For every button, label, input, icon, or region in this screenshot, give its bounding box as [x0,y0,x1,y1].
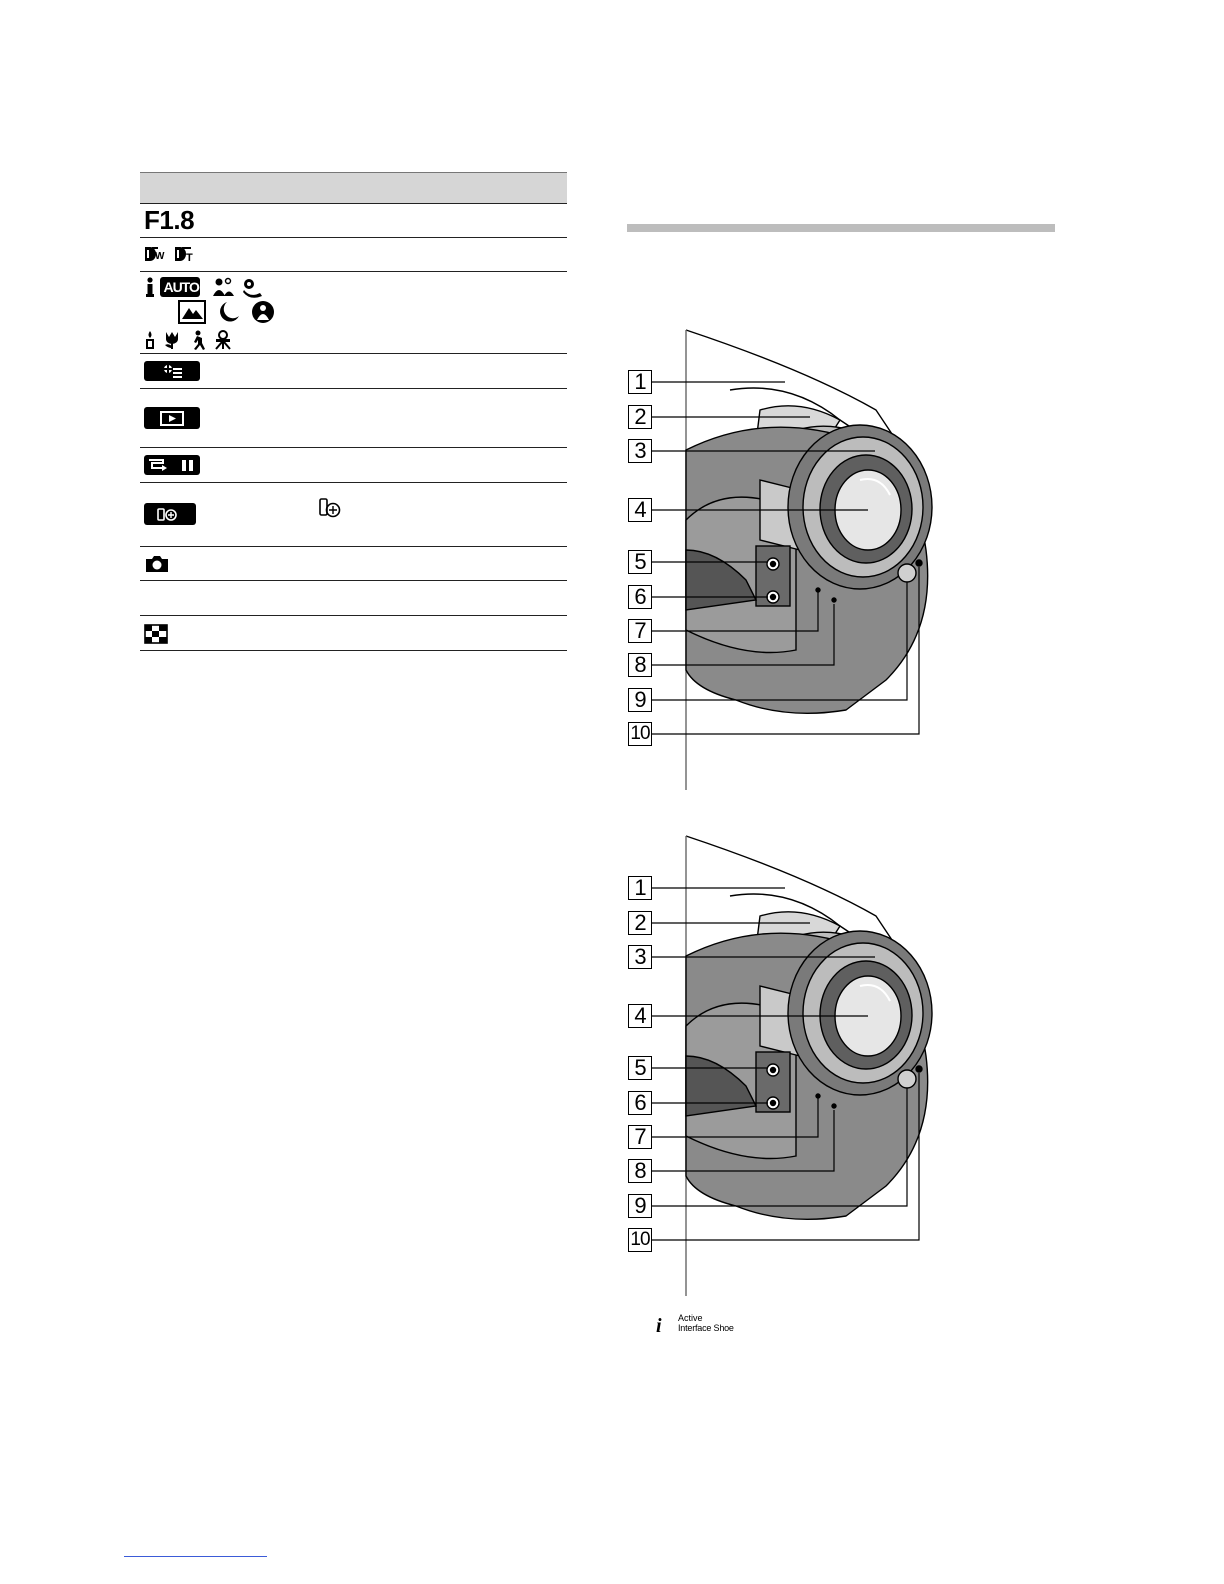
callout-9: 9 [628,688,652,712]
callout-3: 3 [628,439,652,463]
camera-icon [144,554,170,574]
section-heading-bar [627,224,1055,232]
ais-mark-icon: i [656,1315,662,1337]
footer-link-underline [124,1556,267,1557]
record-media-button-icon [144,503,196,525]
spotlight-icon [251,300,275,324]
table-row [140,581,567,616]
svg-text:W: W [155,251,165,262]
digital-zoom-wide-icon [144,245,168,265]
callout-6: 6 [628,1091,652,1115]
night-moon-icon [218,300,240,324]
baby-icon [241,276,265,298]
camcorder-front-illustration [620,826,960,1266]
svg-text:T: T [186,252,194,264]
table-row [140,616,567,651]
callout-1: 1 [628,370,652,394]
walking-person-icon [189,330,207,350]
macro-tulip-icon [162,330,182,350]
table-row [140,272,567,354]
callout-2: 2 [628,911,652,935]
callout-5: 5 [628,550,652,574]
portrait-detect-icon [211,276,237,298]
landscape-icon [178,300,206,324]
callout-7: 7 [628,1125,652,1149]
logo-line-1: Active [678,1313,703,1323]
record-media-icon [317,497,343,521]
callout-10: 10 [628,1228,652,1252]
callout-2: 2 [628,405,652,429]
callout-1: 1 [628,876,652,900]
callout-10: 10 [628,722,652,746]
view-images-button-icon [144,407,200,429]
menu-button-icon [144,361,200,381]
checkerboard-icon [144,624,168,644]
callout-9: 9 [628,1194,652,1218]
callout-5: 5 [628,1056,652,1080]
callout-8: 8 [628,1159,652,1183]
auto-chip: AUTO [160,277,200,297]
tripod-icon [213,330,233,350]
callout-3: 3 [628,945,652,969]
intelligent-auto-icon [144,276,156,298]
table-row [140,354,567,389]
callout-4: 4 [628,1004,652,1028]
camcorder-front-illustration [620,320,960,760]
table-row [140,204,567,238]
aperture-label: F1.8 [144,205,195,235]
table-row [140,389,567,448]
indicator-table [140,172,567,651]
callout-8: 8 [628,653,652,677]
digital-zoom-tele-icon [174,245,200,265]
logo-line-2: Interface Shoe [678,1323,734,1333]
table-row [140,483,567,547]
active-interface-shoe-logo [656,1313,746,1337]
callout-6: 6 [628,585,652,609]
table-header [140,172,567,204]
callout-7: 7 [628,619,652,643]
table-row [140,547,567,581]
playback-pause-icon [144,455,200,475]
callout-4: 4 [628,498,652,522]
table-row [140,448,567,483]
candle-icon [144,330,156,350]
table-row [140,238,567,272]
